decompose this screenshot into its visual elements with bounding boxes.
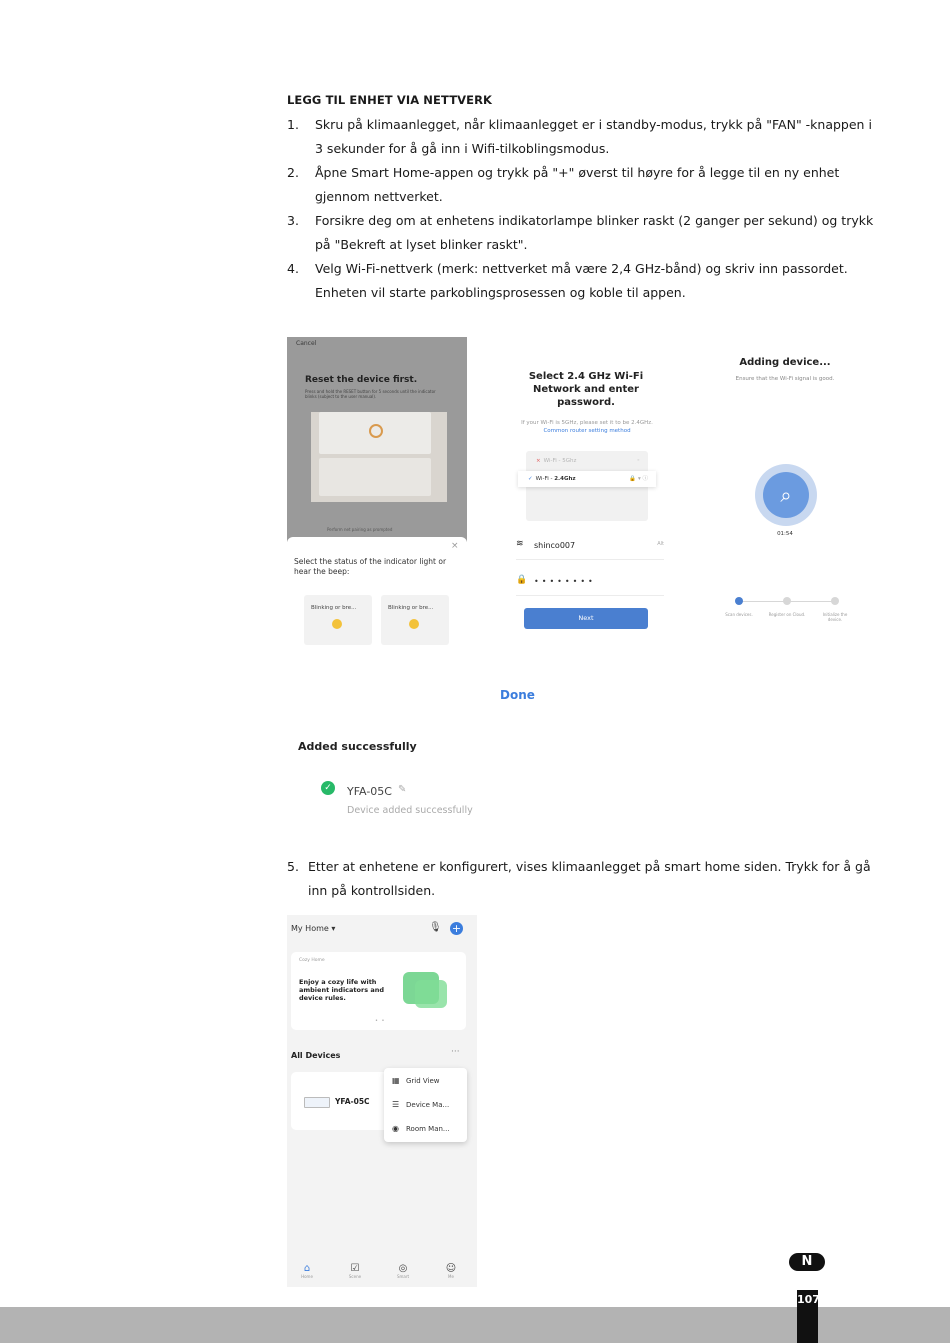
step-5 (287, 855, 877, 903)
home-selector[interactable]: My Home ▾ (291, 924, 336, 933)
network-band: 2.4Ghz (554, 476, 576, 482)
section-heading: LEGG TIL ENHET VIA NETTVERK (287, 93, 493, 107)
adding-title: Adding device... (739, 357, 831, 368)
wifi-signal-icon: ◦ (636, 458, 640, 464)
grid-icon: ▦ (392, 1076, 400, 1085)
device-bottom (319, 458, 431, 496)
add-device-button[interactable]: + (451, 922, 462, 935)
wifi-hint (514, 419, 660, 435)
menu-label: Device Ma... (406, 1101, 450, 1109)
check-icon: ✓ (528, 476, 533, 482)
step-number: 3. (287, 213, 299, 228)
tab-scene[interactable] (340, 1263, 370, 1279)
menu-label: Grid View (406, 1077, 440, 1085)
screenshot-smart-home (287, 915, 477, 1287)
hint-text: If your Wi-Fi is 5GHz, please set it to be 2.4GHz. (521, 420, 653, 426)
reset-subtitle: Press and hold the RESET button for 5 seconds until the indicator blinks (subject to the user manual). (305, 389, 436, 399)
step-text: Åpne Smart Home-appen og trykk på "+" øverst til høyre for å legge til en ny enhet gjennom nettverket. (315, 165, 840, 204)
tab-me[interactable] (436, 1263, 466, 1279)
power-ring-icon (369, 424, 383, 438)
device-name: YFA-05C (347, 785, 392, 798)
step-label: Scan devices. (725, 612, 753, 617)
tab-smart[interactable] (388, 1263, 418, 1279)
ssid-row[interactable] (516, 539, 664, 555)
status-prompt: Select the status of the indicator light or hear the beep: (294, 557, 447, 576)
promo-card[interactable] (291, 952, 466, 1030)
step-text: Forsikre deg om at enhetens indikatorlampe blinker raskt (2 ganger per sekund) og trykk på "Bekreft at lyset blinker raskt". (315, 213, 874, 252)
screenshot-adding-device (705, 337, 865, 649)
card-tag: Cozy Home (299, 958, 325, 963)
profile-icon: ☺ (445, 1263, 457, 1274)
page-number: 107 (797, 1293, 820, 1306)
cancel-link[interactable]: Cancel (296, 340, 317, 347)
network-5ghz[interactable] (526, 453, 648, 469)
divider (516, 595, 664, 596)
menu-item-device-management[interactable] (392, 1100, 449, 1109)
change-network-link[interactable]: Alt (657, 541, 664, 547)
network-list (526, 451, 648, 521)
smart-icon: ◎ (398, 1263, 408, 1274)
step-text: Etter at enhetene er konfigurert, vises klimaanlegget på smart home siden. Trykk for å gå inn på kontrollsiden. (308, 859, 871, 898)
timer: 01:54 (777, 531, 793, 537)
network-2-4ghz[interactable] (518, 471, 656, 487)
menu-label: Room Man... (406, 1125, 450, 1133)
step-label: Register on Cloud. (768, 612, 806, 617)
option-blinking-slow[interactable] (381, 595, 449, 645)
step-3 (287, 209, 877, 257)
status-sheet (287, 537, 467, 649)
search-icon: ⌕ (763, 472, 809, 518)
wifi-title: Select 2.4 GHz Wi-Fi Network and enter password. (528, 371, 644, 408)
dimmed-background (287, 337, 467, 542)
option-label: Blinking or bre... (311, 605, 357, 611)
scene-icon: ☑ (350, 1263, 360, 1274)
step-label: Initialize the device. (822, 612, 848, 622)
password-value: •••••••• (534, 577, 596, 586)
tab-home[interactable] (292, 1263, 322, 1279)
microphone-icon[interactable]: 🎙 (429, 922, 442, 933)
bulb-icon (332, 619, 342, 629)
wifi-icon: ≋ (516, 539, 524, 549)
ssid-value: shinco007 (534, 541, 576, 550)
success-check-icon: ✓ (321, 781, 335, 795)
option-blinking-fast[interactable] (304, 595, 372, 645)
more-icon[interactable]: ··· (451, 1047, 460, 1057)
next-button[interactable]: Next (524, 608, 648, 629)
step-4 (287, 257, 877, 305)
tab-label: Home (301, 1274, 313, 1279)
option-label: Blinking or bre... (388, 605, 434, 611)
tab-label: Smart (396, 1274, 410, 1279)
cross-icon: × (536, 458, 541, 464)
device-image (311, 412, 447, 502)
lock-wifi-info-icon: 🔒 ▾ ⓘ (629, 476, 648, 482)
progress-dot (783, 597, 791, 605)
air-conditioner-icon (304, 1097, 330, 1108)
step-1 (287, 113, 877, 161)
step-number: 2. (287, 165, 299, 180)
device-status: Device added successfully (347, 805, 473, 816)
done-button[interactable]: Done (500, 688, 535, 702)
tab-label: Scene (348, 1274, 362, 1279)
step-number: 5. (287, 859, 299, 874)
screenshot-reset-device (287, 337, 467, 649)
pairing-footer: Perform net pairing as prompted (327, 527, 393, 532)
router-setting-link[interactable]: Common router setting method (543, 428, 631, 434)
step-number: 1. (287, 117, 299, 132)
tab-label: Me (448, 1274, 454, 1279)
list-icon: ☰ (392, 1100, 400, 1109)
device-name: YFA-05C (335, 1097, 370, 1106)
step-2 (287, 161, 877, 209)
pager-dots: • • (375, 1018, 386, 1024)
bulb-icon (409, 619, 419, 629)
lock-icon: 🔒 (516, 575, 528, 585)
house-icon (415, 980, 447, 1008)
close-icon[interactable]: × (451, 541, 459, 551)
step-text: Skru på klimaanlegget, når klimaanlegget er i standby-modus, trykk på "FAN" -knappen i 3 sekunder for å gå inn i Wifi-tilkoblingsmodus. (315, 117, 872, 156)
adding-subtitle: Ensure that the Wi-Fi signal is good. (735, 376, 835, 382)
screenshot-added-successfully (287, 677, 539, 843)
step-text: Velg Wi-Fi-nettverk (merk: nettverket må være 2,4 GHz-bånd) og skriv inn passordet. Enheten vil starte parkoblingsprosessen og koble til appen. (315, 261, 848, 300)
language-badge: N (789, 1253, 825, 1271)
added-title: Added successfully (298, 740, 417, 753)
progress-dot (831, 597, 839, 605)
screenshot-wifi-select (500, 337, 672, 649)
menu-item-grid-view[interactable] (392, 1076, 440, 1085)
home-icon: ⌂ (303, 1263, 311, 1274)
divider (516, 559, 664, 560)
reset-title: Reset the device first. (305, 375, 418, 385)
password-field[interactable] (516, 575, 664, 591)
edit-icon[interactable]: ✎ (398, 784, 407, 795)
tab-bar (287, 1253, 477, 1287)
step-number: 4. (287, 261, 299, 276)
progress-dot-active (735, 597, 743, 605)
network-name: Wi-Fi - (535, 476, 555, 482)
view-menu (384, 1068, 467, 1142)
room-icon: ◉ (392, 1124, 399, 1133)
all-devices-heading: All Devices (291, 1051, 341, 1060)
card-text: Enjoy a cozy life with ambient indicators and device rules. (299, 978, 384, 1002)
network-name: Wi-Fi - 5Ghz (543, 458, 577, 464)
menu-item-room-management[interactable] (392, 1124, 450, 1133)
